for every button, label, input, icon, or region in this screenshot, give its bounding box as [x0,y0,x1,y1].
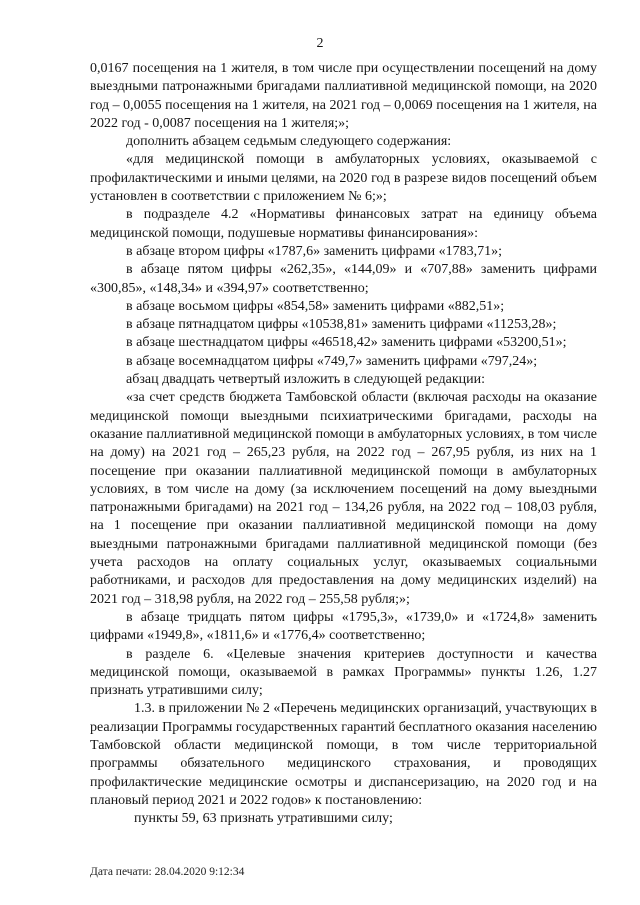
paragraph: «за счет средств бюджета Тамбовской области (включая расходы на оказание медицинской помощи выездными психиатрическими бригадами, расходы на оказание паллиативной медицинской помощи в амбулаторных условиях, в том числе на дому) на 2021 год – 265,23 рубля, на 2022 год – 267,95 рубля, из них на 1 посещение при оказании паллиативной медицинской помощи в амбулаторных условиях, в том числе на дому (за исключением посещений на дому выездными патронажными бригадами) на 2021 год – 134,26 рубля, на 2022 год – 108,03 рубля, на 1 посещение при оказании паллиативной медицинской помощи на дому выездными патронажными бригадами паллиативной медицинской помощи (без учета расходов на оплату социальных услуг, оказываемых социальными работниками, и расходов для предоставления на дому медицинских изделий) на 2021 год – 318,98 рубля, на 2022 год – 255,58 рубля;»; [90,390,597,607]
paragraph: в абзаце восьмом цифры «854,58» заменить цифрами «882,51»; [126,298,505,314]
paragraph: 0,0167 посещения на 1 жителя, в том числе при осуществлении посещений на дому выездными патронажными бригадами паллиативной медицинской помощи, на 2020 год – 0,0055 посещения на 1 жителя, на 2021 год – 0,0069 посещения на 1 жителя, на 2022 год - 0,0087 посещения на 1 жителя;»; [90,61,597,131]
paragraph: в абзаце пятнадцатом цифры «10538,81» заменить цифрами «11253,28»; [126,317,557,333]
paragraph: абзац двадцать четвертый изложить в следующей редакции: [126,372,486,388]
paragraph: в подразделе 4.2 «Нормативы финансовых затрат на единицу объема медицинской помощи, подушевые нормативы финансирования»: [90,207,597,241]
page-number: 2 [316,36,324,51]
paragraph: в абзаце восемнадцатом цифры «749,7» заменить цифрами «797,24»; [126,353,538,369]
paragraph: в абзаце шестнадцатом цифры «46518,42» заменить цифрами «53200,51»; [126,335,567,351]
paragraph: в абзаце тридцать пятом цифры «1795,3», «1739,0» и «1724,8» заменить цифрами «1949,8», «1811,6» и «1776,4» соответственно; [90,609,597,644]
paragraph: в абзаце втором цифры «1787,6» заменить цифрами «1783,71»; [126,243,502,259]
paragraph: пункты 59, 63 признать утратившими силу; [134,811,393,827]
document-body [90,60,597,828]
paragraph: 1.3. в приложении № 2 «Перечень медицинских организаций, участвующих в реализации Программы государственных гарантий бесплатного оказания населению Тамбовской области медицинской помощи, в том числе территориальной программы обязательного медицинского страхования, и проводящих профилактические медицинские осмотры и диспансеризацию, на 2020 год и на плановый период 2021 и 2022 годов» к постановлению: [90,701,597,808]
print-date-footer: Дата печати: 28.04.2020 9:12:34 [90,866,245,878]
paragraph: дополнить абзацем седьмым следующего содержания: [126,134,452,150]
paragraph: «для медицинской помощи в амбулаторных условиях, оказываемой с профилактическими и иными целями, на 2020 год в разрезе видов посещений объем установлен в соответствии с приложением № 6;»; [90,152,597,205]
paragraph: в абзаце пятом цифры «262,35», «144,09» и «707,88» заменить цифрами «300,85», «148,34» и «394,97» соответственно; [90,262,597,296]
paragraph: в разделе 6. «Целевые значения критериев доступности и качества медицинской помощи, оказываемой в рамках Программы» пункты 1.26, 1.27 признать утратившими силу; [90,646,597,699]
